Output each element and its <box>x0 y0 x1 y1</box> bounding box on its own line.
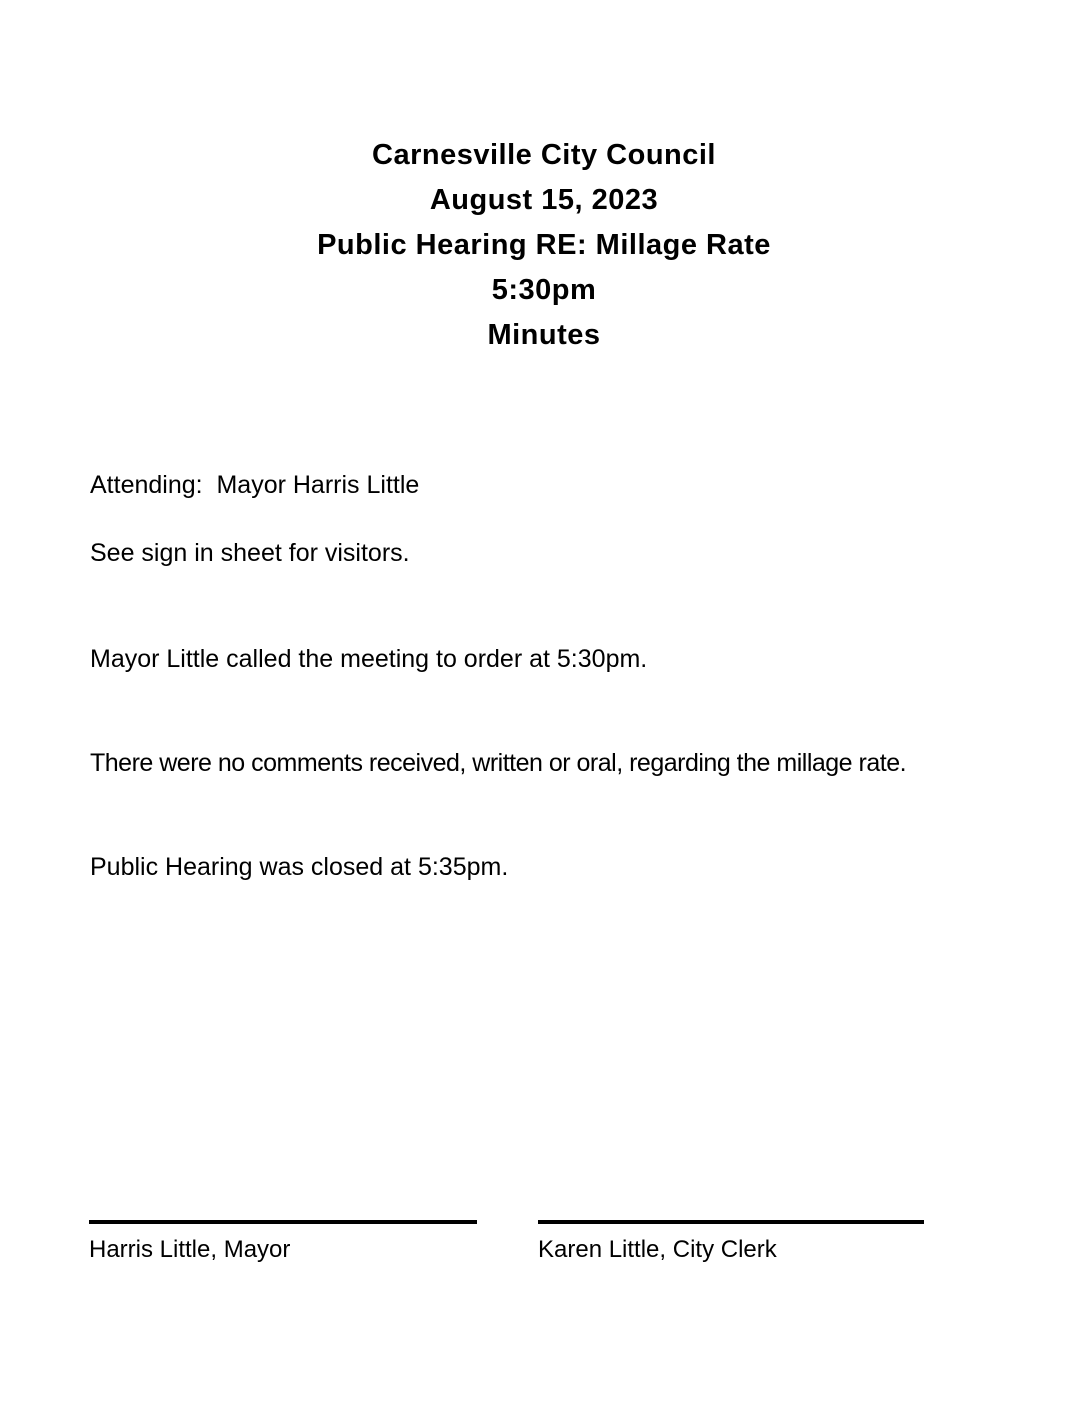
paragraph-no-comments: There were no comments received, written or oral, regarding the millage rate. <box>90 749 907 777</box>
signature-label-clerk: Karen Little, City Clerk <box>538 1236 777 1263</box>
signature-block-clerk <box>538 1220 924 1264</box>
paragraph-call-to-order: Mayor Little called the meeting to order at 5:30pm. <box>90 645 648 673</box>
title-line-minutes: Minutes <box>487 319 601 351</box>
signature-line-clerk <box>538 1220 924 1224</box>
paragraph-attending: Attending: Mayor Harris Little <box>90 471 420 499</box>
title-line-council: Carnesville City Council <box>372 139 716 171</box>
paragraph-sign-in-sheet: See sign in sheet for visitors. <box>90 539 410 567</box>
title-line-time: 5:30pm <box>491 274 597 306</box>
title-line-subject: Public Hearing RE: Millage Rate <box>317 229 771 261</box>
paragraph-hearing-closed: Public Hearing was closed at 5:35pm. <box>90 853 509 881</box>
document-title <box>0 133 1088 358</box>
signature-label-mayor: Harris Little, Mayor <box>89 1236 291 1263</box>
signature-block-mayor <box>89 1220 477 1264</box>
signature-line-mayor <box>89 1220 477 1224</box>
title-line-date: August 15, 2023 <box>429 184 659 216</box>
